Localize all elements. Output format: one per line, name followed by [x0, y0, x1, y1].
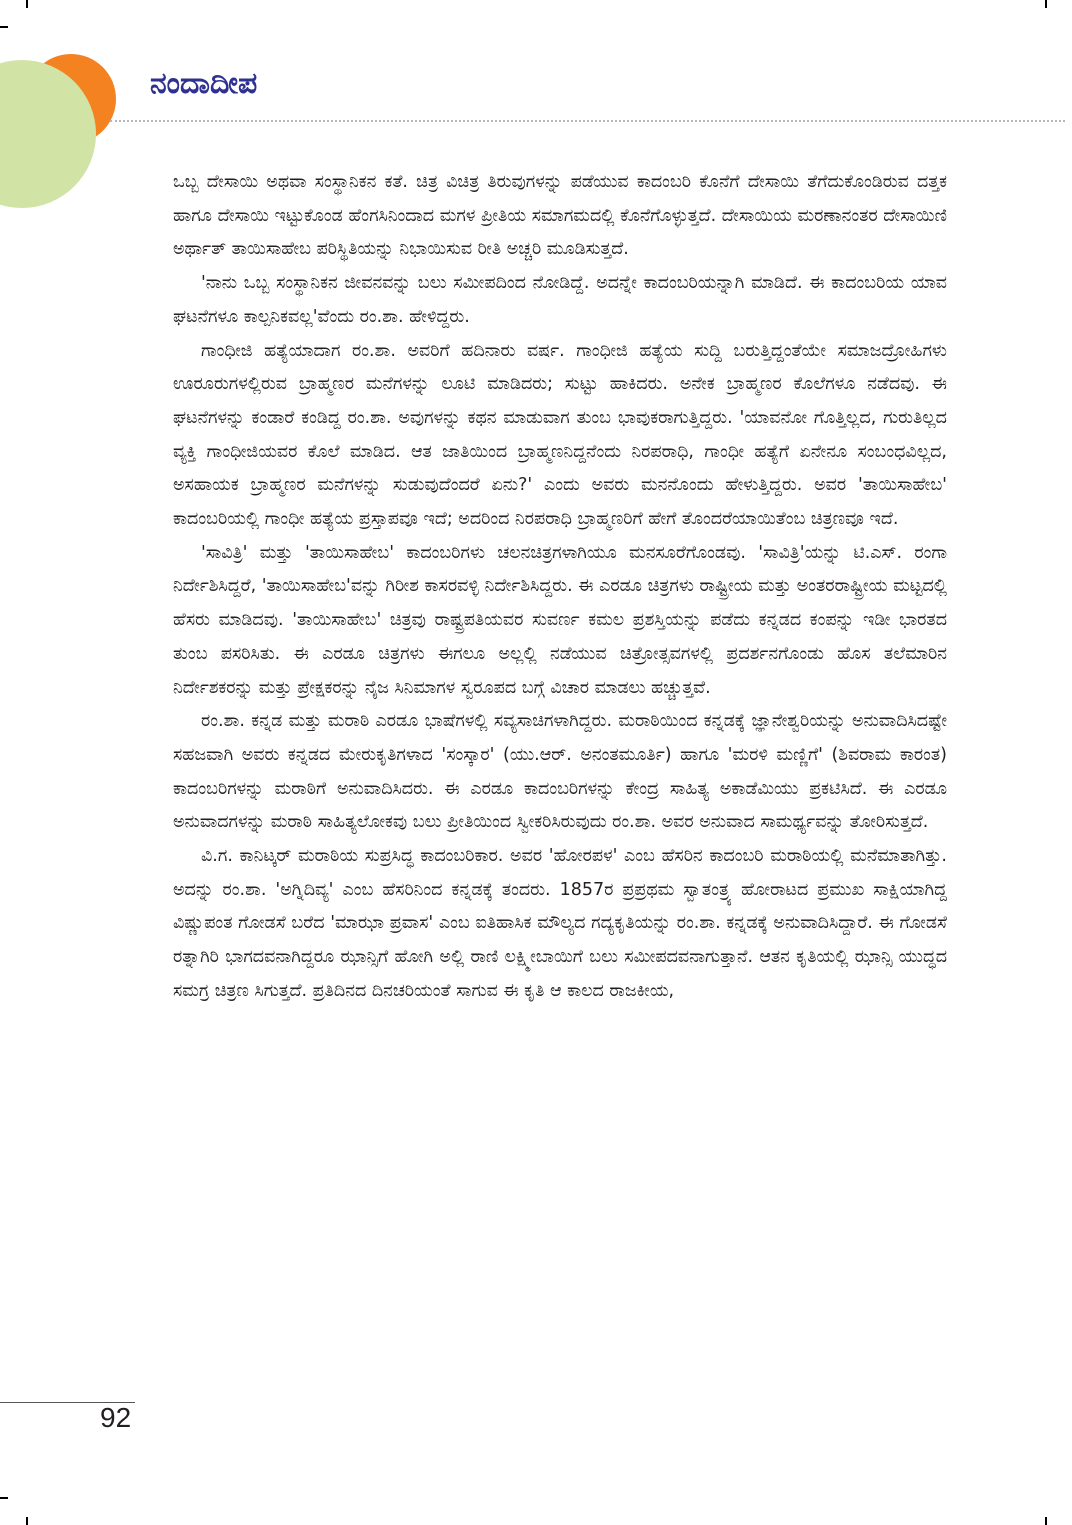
page-number: 92 [100, 1402, 132, 1433]
crop-mark [0, 1497, 8, 1499]
paragraph: ಒಬ್ಬ ದೇಸಾಯಿ ಅಥವಾ ಸಂಸ್ಥಾನಿಕನ ಕತೆ. ಚಿತ್ರ ವಿಚಿತ್ರ ತಿರುವುಗಳನ್ನು ಪಡೆಯುವ ಕಾದಂಬರಿ ಕೊನೆಗೆ ದೇಸಾಯಿ ತೆಗೆದುಕೊಂಡಿರುವ ದತ್ತಕ ಹಾಗೂ ದೇಸಾಯಿ ಇಟ್ಟುಕೊಂಡ ಹೆಂಗಸಿನಿಂದಾದ ಮಗಳ ಪ್ರೀತಿಯ ಸಮಾಗಮದಲ್ಲಿ ಕೊನೆಗೊಳ್ಳುತ್ತದೆ. ದೇಸಾಯಿಯ ಮರಣಾನಂತರ ದೇಸಾಯಿಣಿ ಅರ್ಥಾತ್ ತಾಯಿಸಾಹೇಬ ಪರಿಸ್ಥಿತಿಯನ್ನು ನಿಭಾಯಿಸುವ ರೀತಿ ಅಚ್ಚರಿ ಮೂಡಿಸುತ್ತದೆ. [173, 172, 947, 260]
body-text [173, 166, 947, 1009]
running-header-title: ನಂದಾದೀಪ [150, 66, 258, 101]
crop-mark [26, 0, 28, 8]
crop-mark [1045, 1517, 1047, 1525]
paragraph: ಗಾಂಧೀಜಿ ಹತ್ಯೆಯಾದಾಗ ರಂ.ಶಾ. ಅವರಿಗೆ ಹದಿನಾರು ವರ್ಷ. ಗಾಂಧೀಜಿ ಹತ್ಯೆಯ ಸುದ್ದಿ ಬರುತ್ತಿದ್ದಂತೆಯೇ ಸಮಾಜದ್ರೋಹಿಗಳು ಊರೂರುಗಳಲ್ಲಿರುವ ಬ್ರಾಹ್ಮಣರ ಮನೆಗಳನ್ನು ಲೂಟಿ ಮಾಡಿದರು; ಸುಟ್ಟು ಹಾಕಿದರು. ಅನೇಕ ಬ್ರಾಹ್ಮಣರ ಕೊಲೆಗಳೂ ನಡೆದವು. ಈ ಘಟನೆಗಳನ್ನು ಕಂಡಾರೆ ಕಂಡಿದ್ದ ರಂ.ಶಾ. ಅವುಗಳನ್ನು ಕಥನ ಮಾಡುವಾಗ ತುಂಬ ಭಾವುಕರಾಗುತ್ತಿದ್ದರು. 'ಯಾವನೋ ಗೊತ್ತಿಲ್ಲದ, ಗುರುತಿಲ್ಲದ ವ್ಯಕ್ತಿ ಗಾಂಧೀಜಿಯವರ ಕೊಲೆ ಮಾಡಿದ. ಆತ ಜಾತಿಯಿಂದ ಬ್ರಾಹ್ಮಣನಿದ್ದನೆಂದು ನಿರಪರಾಧಿ, ಗಾಂಧೀ ಹತ್ಯೆಗೆ ಏನೇನೂ ಸಂಬಂಧವಿಲ್ಲದ, ಅಸಹಾಯಕ ಬ್ರಾಹ್ಮಣರ ಮನೆಗಳನ್ನು ಸುಡುವುದೆಂದರೆ ಏನು?' ಎಂದು ಅವರು ಮನನೊಂದು ಹೇಳುತ್ತಿದ್ದರು. ಅವರ 'ತಾಯಿಸಾಹೇಬ' ಕಾದಂಬರಿಯಲ್ಲಿ ಗಾಂಧೀ ಹತ್ಯೆಯ ಪ್ರಸ್ತಾಪವೂ ಇದೆ; ಅದರಿಂದ ನಿರಪರಾಧಿ ಬ್ರಾಹ್ಮಣರಿಗೆ ಹೇಗೆ ತೊಂದರೆಯಾಯಿತೆಂಬ ಚಿತ್ರಣವೂ ಇದೆ. [173, 340, 947, 530]
crop-mark [0, 26, 8, 28]
crop-mark [26, 1517, 28, 1525]
paragraph: ರಂ.ಶಾ. ಕನ್ನಡ ಮತ್ತು ಮರಾಠಿ ಎರಡೂ ಭಾಷೆಗಳಲ್ಲಿ ಸವ್ಯಸಾಚಿಗಳಾಗಿದ್ದರು. ಮರಾಠಿಯಿಂದ ಕನ್ನಡಕ್ಕೆ ಜ್ಞಾನೇಶ್ವರಿಯನ್ನು ಅನುವಾದಿಸಿದಷ್ಟೇ ಸಹಜವಾಗಿ ಅವರು ಕನ್ನಡದ ಮೇರುಕೃತಿಗಳಾದ 'ಸಂಸ್ಕಾರ' (ಯು.ಆರ್. ಅನಂತಮೂರ್ತಿ) ಹಾಗೂ 'ಮರಳಿ ಮಣ್ಣಿಗೆ' (ಶಿವರಾಮ ಕಾರಂತ) ಕಾದಂಬರಿಗಳನ್ನು ಮರಾಠಿಗೆ ಅನುವಾದಿಸಿದರು. ಈ ಎರಡೂ ಕಾದಂಬರಿಗಳನ್ನು ಕೇಂದ್ರ ಸಾಹಿತ್ಯ ಅಕಾಡೆಮಿಯು ಪ್ರಕಟಿಸಿದೆ. ಈ ಎರಡೂ ಅನುವಾದಗಳನ್ನು ಮರಾಠಿ ಸಾಹಿತ್ಯಲೋಕವು ಬಲು ಪ್ರೀತಿಯಿಂದ ಸ್ವೀಕರಿಸಿರುವುದು ರಂ.ಶಾ. ಅವರ ಅನುವಾದ ಸಾಮರ್ಥ್ಯವನ್ನು ತೋರಿಸುತ್ತದೆ. [173, 711, 947, 833]
paragraph: ವಿ.ಗ. ಕಾನಿಟ್ಕರ್ ಮರಾಠಿಯ ಸುಪ್ರಸಿದ್ಧ ಕಾದಂಬರಿಕಾರ. ಅವರ 'ಹೋರಪಳ' ಎಂಬ ಹೆಸರಿನ ಕಾದಂಬರಿ ಮರಾಠಿಯಲ್ಲಿ ಮನೆಮಾತಾಗಿತ್ತು. ಅದನ್ನು ರಂ.ಶಾ. 'ಅಗ್ನಿದಿವ್ಯ' ಎಂಬ ಹೆಸರಿನಿಂದ ಕನ್ನಡಕ್ಕೆ ತಂದರು. 1857ರ ಪ್ರಪ್ರಥಮ ಸ್ವಾತಂತ್ರ್ಯ ಹೋರಾಟದ ಪ್ರಮುಖ ಸಾಕ್ಷಿಯಾಗಿದ್ದ ವಿಷ್ಣುಪಂತ ಗೋಡಸೆ ಬರೆದ 'ಮಾಝಾ ಪ್ರವಾಸ' ಎಂಬ ಐತಿಹಾಸಿಕ ಮೌಲ್ಯದ ಗದ್ಯಕೃತಿಯನ್ನು ರಂ.ಶಾ. ಕನ್ನಡಕ್ಕೆ ಅನುವಾದಿಸಿದ್ದಾರೆ. ಈ ಗೋಡಸೆ ರತ್ನಾಗಿರಿ ಭಾಗದವನಾಗಿದ್ದರೂ ಝಾನ್ಸಿಗೆ ಹೋಗಿ ಅಲ್ಲಿ ರಾಣಿ ಲಕ್ಷ್ಮೀಬಾಯಿಗೆ ಬಲು ಸಮೀಪದವನಾಗುತ್ತಾನೆ. ಆತನ ಕೃತಿಯಲ್ಲಿ ಝಾನ್ಸಿ ಯುದ್ಧದ ಸಮಗ್ರ ಚಿತ್ರಣ ಸಿಗುತ್ತದೆ. ಪ್ರತಿದಿನದ ದಿನಚರಿಯಂತೆ ಸಾಗುವ ಈ ಕೃತಿ ಆ ಕಾಲದ ರಾಜಕೀಯ, [173, 846, 947, 1001]
paragraph: 'ನಾನು ಒಬ್ಬ ಸಂಸ್ಥಾನಿಕನ ಜೀವನವನ್ನು ಬಲು ಸಮೀಪದಿಂದ ನೋಡಿದ್ದೆ. ಅದನ್ನೇ ಕಾದಂಬರಿಯನ್ನಾಗಿ ಮಾಡಿದೆ. ಈ ಕಾದಂಬರಿಯ ಯಾವ ಘಟನೆಗಳೂ ಕಾಲ್ಪನಿಕವಲ್ಲ'ವೆಂದು ರಂ.ಶಾ. ಹೇಳಿದ್ದರು. [173, 273, 947, 327]
paragraph: 'ಸಾವಿತ್ರಿ' ಮತ್ತು 'ತಾಯಿಸಾಹೇಬ' ಕಾದಂಬರಿಗಳು ಚಲನಚಿತ್ರಗಳಾಗಿಯೂ ಮನಸೂರೆಗೊಂಡವು. 'ಸಾವಿತ್ರಿ'ಯನ್ನು ಟಿ.ಎಸ್. ರಂಗಾ ನಿರ್ದೇಶಿಸಿದ್ದರೆ, 'ತಾಯಿಸಾಹೇಬ'ವನ್ನು ಗಿರೀಶ ಕಾಸರವಳ್ಳಿ ನಿರ್ದೇಶಿಸಿದ್ದರು. ಈ ಎರಡೂ ಚಿತ್ರಗಳು ರಾಷ್ಟ್ರೀಯ ಮತ್ತು ಅಂತರರಾಷ್ಟ್ರೀಯ ಮಟ್ಟದಲ್ಲಿ ಹೆಸರು ಮಾಡಿದವು. 'ತಾಯಿಸಾಹೇಬ' ಚಿತ್ರವು ರಾಷ್ಟ್ರಪತಿಯವರ ಸುವರ್ಣ ಕಮಲ ಪ್ರಶಸ್ತಿಯನ್ನು ಪಡೆದು ಕನ್ನಡದ ಕಂಪನ್ನು ಇಡೀ ಭಾರತದ ತುಂಬ ಪಸರಿಸಿತು. ಈ ಎರಡೂ ಚಿತ್ರಗಳು ಈಗಲೂ ಅಲ್ಲಲ್ಲಿ ನಡೆಯುವ ಚಿತ್ರೋತ್ಸವಗಳಲ್ಲಿ ಪ್ರದರ್ಶನಗೊಂಡು ಹೊಸ ತಲೆಮಾರಿನ ನಿರ್ದೇಶಕರನ್ನು ಮತ್ತು ಪ್ರೇಕ್ಷಕರನ್ನು ನೈಜ ಸಿನಿಮಾಗಳ ಸ್ವರೂಪದ ಬಗ್ಗೆ ವಿಚಾರ ಮಾಡಲು ಹಚ್ಚುತ್ತವೆ. [173, 542, 947, 698]
header-dotted-rule [110, 120, 1065, 122]
crop-mark [1045, 0, 1047, 8]
